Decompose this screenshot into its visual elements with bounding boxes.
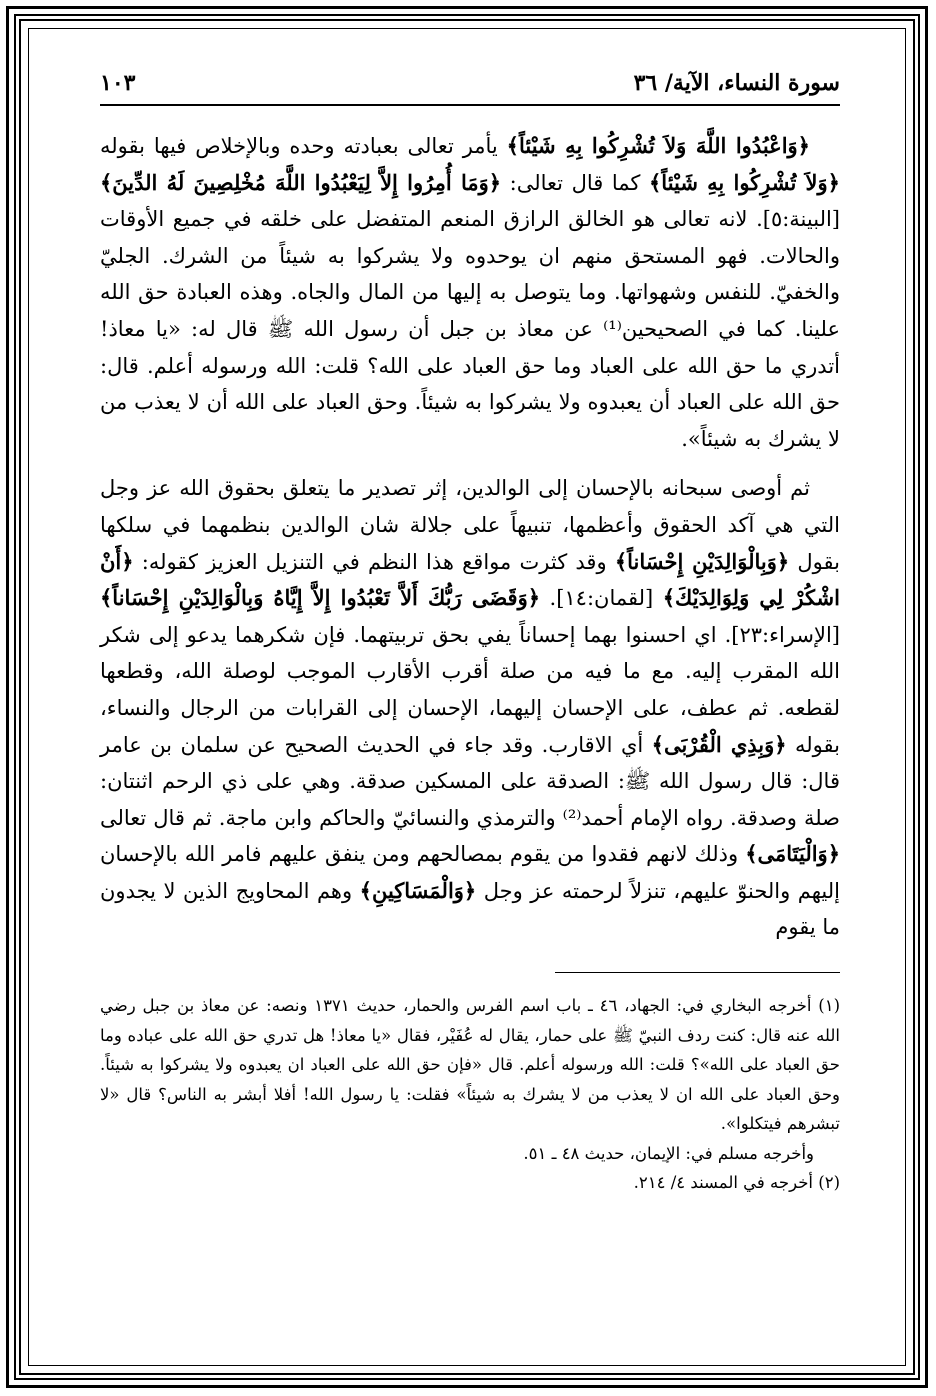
text-segment: كما قال تعالى: bbox=[501, 170, 649, 195]
paragraph-2 bbox=[100, 470, 840, 946]
text-segment: يأمر تعالى بعبادته وحده وبالإخلاص فيها بقوله bbox=[100, 134, 507, 158]
text-segment: وقد كثرت مواقع هذا النظم في التنزيل العزيز كقوله: bbox=[133, 549, 615, 574]
page-number: ١٠٣ bbox=[100, 70, 136, 96]
quran-verse: ﴿وَلاَ تُشْرِكُوا بِهِ شَيْئاً﴾ bbox=[648, 169, 840, 195]
footnotes bbox=[100, 991, 840, 1198]
quran-verse: ﴿أَنْ اشْكُرْ لِي وَلِوَالِدَيْكَ﴾ bbox=[100, 548, 840, 611]
text-segment: أي الاقارب. وقد جاء في الحديث الصحيح عن سلمان بن عامر قال: قال رسول الله ﷺ: الصدقة على المسكين صدقة. وهي على ذي الرحم اثنتان: صلة وصدقة. رواه الإمام أحمد⁽²⁾ والترمذي والنسائيّ والحاكم وابن ماجة. ثم قال تعالى bbox=[100, 732, 840, 830]
footnote-separator bbox=[555, 972, 840, 973]
quran-verse: ﴿وَاعْبُدُوا اللَّهَ وَلاَ تُشْرِكُوا بِهِ شَيْئاً﴾ bbox=[506, 133, 810, 158]
book-page bbox=[100, 70, 840, 1310]
footnote-1: (١) أخرجه البخاري في: الجهاد، ٤٦ ـ باب اسم الفرس والحمار، حديث ١٣٧١ ونصه: عن معاذ بن جبل رضي الله عنه قال: كنت ردف النبيّ ﷺ على حمار، يقال له عُفَيْر، فقال «يا معاذ! هل تدري حق الله على عباده وما حق العباد على الله»؟ قلت: الله ورسوله أعلم. قال «فإن حق الله على العباد ان يعبدوه ولا يشركوا به شيئاً. وحق العباد على الله ان لا يعذب من لا يشرك به شيئاً» فقلت: يا رسول الله! أفلا أبشر به الناس؟ قال «لا تبشرهم فيتكلوا». bbox=[100, 996, 840, 1134]
quran-verse: ﴿وَالْيَتَامَى﴾ bbox=[745, 841, 840, 867]
text-segment: وذلك لانهم فقدوا من يقوم بمصالحهم ومن ينفق عليهم فامر الله بالإحسان إليهم والحنوّ عليهم، تنزلاً لرحمته عز وجل bbox=[100, 842, 840, 903]
surah-title: سورة النساء، الآية/ ٣٦ bbox=[633, 70, 840, 96]
footnote-2: (٢) أخرجه في المسند ٤/ ٢١٤. bbox=[633, 1173, 840, 1193]
text-segment: [الإسراء:٢٣]. اي احسنوا بهما إحساناً يفي بحق تربيتهما. فإن شكرهما يدعو إلى شكر الله المقرب إليه. مع ما فيه من صلة أقرب الأقارب الموجب لوصلة الله، وقطعها لقطعه. ثم عطف، على الإحسان إليهما، الإحسان إلى القرابات من الرجال والنساء، بقوله bbox=[100, 622, 840, 757]
quran-verse: ﴿وَبِالْوَالِدَيْنِ إِحْسَاناً﴾ bbox=[614, 548, 790, 574]
main-text bbox=[100, 128, 840, 946]
quran-verse: ﴿وَبِذِي الْقُرْبَى﴾ bbox=[651, 731, 787, 757]
quran-verse: ﴿وَالْمَسَاكِينِ﴾ bbox=[359, 877, 477, 903]
text-segment: ثم أوصى سبحانه بالإحسان إلى الوالدين، إثر تصدير ما يتعلق بحقوق الله عز وجل التي هي آكد الحقوق وأعظمها، تنبيهاً على جلالة شان الوالدين بنظمهما في سلكها بقول bbox=[100, 476, 840, 574]
text-segment: وهم المحاويج الذين لا يجدون ما يقوم bbox=[100, 878, 840, 940]
page-header bbox=[100, 70, 840, 106]
paragraph-1 bbox=[100, 128, 840, 457]
text-segment: [لقمان:١٤]. bbox=[540, 586, 663, 611]
quran-verse: ﴿وَقَضَى رَبُّكَ أَلاَّ تَعْبُدُوا إِلاَّ إِيَّاهُ وَبِالْوَالِدَيْنِ إِحْسَاناً﴾ bbox=[100, 585, 541, 611]
text-segment: [البينة:٥]. لانه تعالى هو الخالق الرازق المنعم المتفضل على خلقه في جميع الأوقات والحالات. فهو المستحق منهم ان يوحدوه ولا يشركوا به شيئاً من الشرك. الجليّ والخفيّ. للنفس وشهواتها. وما يتوصل به إليها من المال والجاه. وهذه العبادة حق الله علينا. كما في الصحيحين⁽¹⁾ عن معاذ بن جبل أن رسول الله ﷺ قال له: «يا معاذ! أتدري ما حق الله على العباد وما حق العباد على الله؟ قلت: الله ورسوله أعلم. قال: حق الله على العباد أن يعبدوه ولا يشركوا به شيئاً. وحق العباد على الله أن لا يعذب من لا يشرك به شيئاً». bbox=[100, 207, 840, 451]
quran-verse: ﴿وَمَا أُمِرُوا إِلاَّ لِيَعْبُدُوا اللَّهَ مُخْلِصِينَ لَهُ الدِّينَ﴾ bbox=[100, 169, 502, 195]
footnote-1-continued: وأخرجه مسلم في: الإيمان، حديث ٤٨ ـ ٥١. bbox=[523, 1143, 814, 1163]
